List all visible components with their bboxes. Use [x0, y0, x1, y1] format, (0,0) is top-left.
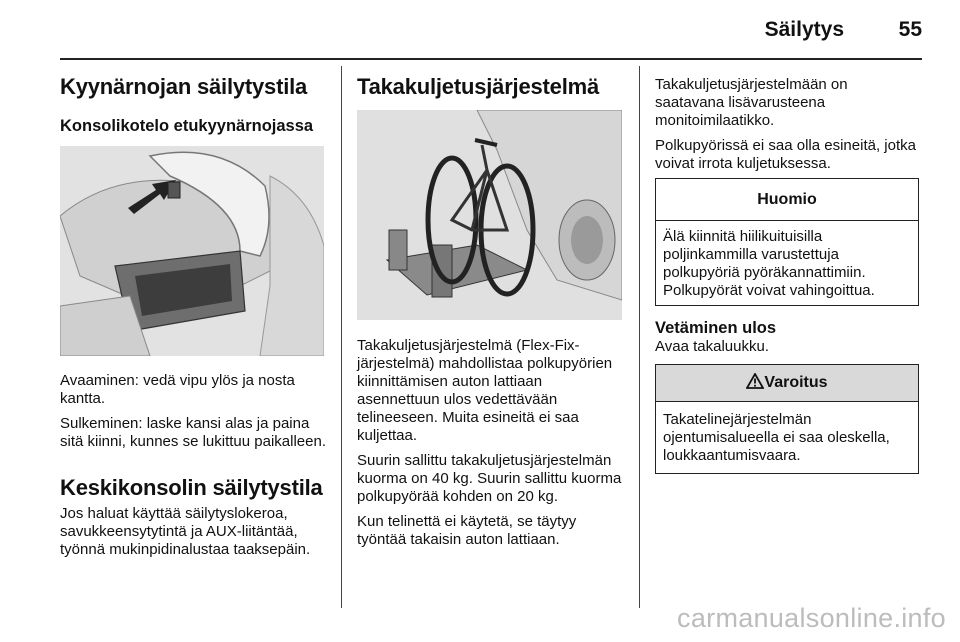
- armrest-storage-icon: [60, 146, 324, 356]
- column-3: [655, 76, 917, 173]
- column-divider-1: [341, 66, 342, 608]
- note-title: Huomio: [656, 179, 918, 221]
- column-1: [60, 68, 328, 136]
- warning-body: Takatelinejärjestelmän ojentumisalueella ei saa oleskella, loukkaantumisvaara.: [663, 411, 890, 464]
- page-number: 55: [898, 18, 922, 41]
- column-2: [357, 68, 625, 100]
- paragraph-opening: Avaaminen: vedä vipu ylös ja nosta kantta.: [60, 372, 295, 407]
- column-2-lower: [357, 337, 627, 549]
- column-1-lower: [60, 372, 328, 559]
- paragraph-push-back: Kun telinettä ei käytetä, se täytyy työntää takaisin auton lattiaan.: [357, 513, 577, 548]
- paragraph-max-load: Suurin sallittu takakuljetusjärjestelmän kuorma on 40 kg. Suurin sallittu kuorma polkupyörää kohden on 20 kg.: [357, 452, 622, 505]
- note-body: Älä kiinnitä hiilikuituisilla poljinkammilla varustettuja polkupyöriä pyöräkannattimiin. Polkupyörät voivat vahingoittua.: [663, 228, 875, 299]
- section-heading-armrest: Kyynärnojan säilytystila: [60, 74, 308, 99]
- paragraph-open-tailgate: Avaa takaluukku.: [655, 338, 769, 355]
- warning-title-row: [656, 365, 918, 402]
- paragraph-flexfix-intro: Takakuljetusjärjestelmä (Flex-Fix-järjestelmä) mahdollistaa polkupyörien kiinnittämisen auton lattiaan asennettuun ulos vedettävään telineeseen. Muita esineitä ei saa kuljettaa.: [357, 337, 613, 444]
- armrest-storage-figure: [60, 146, 324, 356]
- paragraph-accessory-box: Takakuljetusjärjestelmään on saatavana lisävarusteena monitoimilaatikko.: [655, 76, 848, 129]
- column-3-middle: [655, 318, 917, 356]
- section-heading-center-console: Keskikonsolin säilytystila: [60, 475, 323, 500]
- header-rule: [60, 58, 922, 60]
- warning-title: Varoitus: [764, 374, 828, 391]
- paragraph-closing: Sulkeminen: laske kansi alas ja paina sitä kiinni, kunnes se lukittuu paikalleen.: [60, 415, 326, 450]
- paragraph-no-loose-objects: Polkupyörissä ei saa olla esineitä, jotka voivat irrota kuljetuksessa.: [655, 137, 916, 172]
- column-divider-2: [639, 66, 640, 608]
- warning-box: [655, 364, 919, 474]
- watermark: carmanualsonline.info: [677, 603, 946, 633]
- subheading-console-box: Konsolikotelo etukyynärnojassa: [60, 117, 314, 135]
- bicycle-carrier-icon: [357, 110, 622, 320]
- subheading-pulling-out: Vetäminen ulos: [655, 319, 777, 337]
- running-header-title: Säilytys: [764, 18, 844, 41]
- paragraph-center-console: Jos haluat käyttää säilytyslokeroa, savukkeensytytintä ja AUX-liitäntää, työnnä mukinpidinalustaa taaksepäin.: [60, 505, 311, 558]
- note-box: [655, 178, 919, 306]
- warning-triangle-icon: [746, 373, 764, 389]
- flexfix-figure: [357, 110, 622, 320]
- section-heading-flexfix: Takakuljetusjärjestelmä: [357, 74, 600, 99]
